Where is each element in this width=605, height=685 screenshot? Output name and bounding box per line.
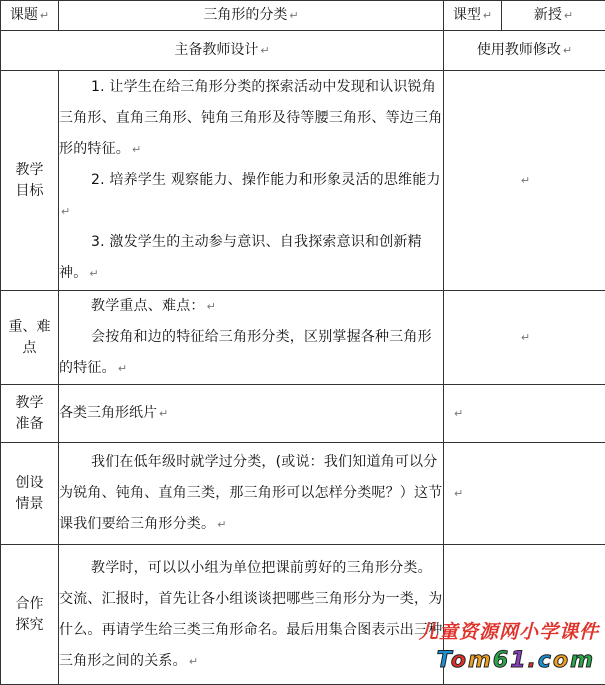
paragraph-mark: ↵ <box>454 487 463 500</box>
scenario-label-cell <box>1 443 59 545</box>
goals-label-line2: 目标 <box>1 181 58 202</box>
scenario-content-cell <box>59 443 444 545</box>
topic-label-cell <box>1 1 59 31</box>
paragraph-mark: ↵ <box>521 174 530 187</box>
keypoints-label-line2: 点 <box>1 338 58 359</box>
design-label-cell <box>1 31 444 71</box>
watermark-letter: 1 <box>510 648 527 673</box>
watermark-letter: 6 <box>493 648 510 673</box>
explore-label-line2: 探究 <box>1 615 58 636</box>
topic-value: 三角形的分类 <box>203 7 287 23</box>
scenario-text: 我们在低年级时就学过分类，(或说：我们知道角可以分为锐角、钝角、直角三类，那三角形可以怎样分类呢？）这节课我们要给三角形分类。 ↵ <box>59 447 443 540</box>
keypoints-modify-cell <box>444 291 605 385</box>
paragraph-mark: ↵ <box>521 331 530 344</box>
keypoints-label-line1: 重、难 <box>1 317 58 338</box>
type-label: 课型 <box>453 7 481 23</box>
paragraph-mark: ↵ <box>564 9 573 22</box>
row-goals <box>1 71 605 291</box>
type-value: 新授 <box>534 7 562 23</box>
prep-content-cell <box>59 385 444 443</box>
goals-label-cell <box>1 71 59 291</box>
row-scenario <box>1 443 605 545</box>
keypoints-label-cell <box>1 291 59 385</box>
watermark-letter: . <box>528 648 538 673</box>
scenario-label-line1: 创设 <box>1 473 58 494</box>
paragraph-mark: ↵ <box>260 44 269 57</box>
modify-label: 使用教师修改 <box>477 42 561 58</box>
prep-label-line1: 教学 <box>1 393 58 414</box>
topic-label: 课题 <box>10 7 38 23</box>
keypoints-content-cell <box>59 291 444 385</box>
goal-item: 1. 让学生在给三角形分类的探索活动中发现和认识锐角三角形、直角三角形、钝角三角形及待等腰三角形、等边三角形的特征。 ↵ <box>59 72 443 165</box>
design-label: 主备教师设计 <box>174 42 258 58</box>
goals-label-line1: 教学 <box>1 160 58 181</box>
goal-item: 3. 激发学生的主动参与意识、自我探索意识和创新精神。 ↵ <box>59 227 443 289</box>
watermark-letter: o <box>553 648 570 673</box>
explore-text: 教学时，可以以小组为单位把课前剪好的三角形分类。交流、汇报时，首先让各小组谈谈把哪些三角形分为一类，为什么。再请学生给三类三角形命名。最后用集合图表示出三种三角形之间的关系。 ↵ <box>59 553 443 677</box>
type-label-cell <box>444 1 502 31</box>
paragraph-mark: ↵ <box>289 9 298 22</box>
header-row-topic <box>1 1 605 31</box>
paragraph-mark: ↵ <box>40 9 49 22</box>
paragraph-mark: ↵ <box>454 407 463 420</box>
watermark-letter: c <box>538 648 553 673</box>
goals-modify-cell <box>444 71 605 291</box>
watermark-letter: m <box>468 648 493 673</box>
header-row-design <box>1 31 605 71</box>
paragraph-mark: ↵ <box>159 407 168 420</box>
explore-label-cell <box>1 545 59 685</box>
watermark-letter: T <box>437 648 451 673</box>
goal-item: 2. 培养学生 观察能力、操作能力和形象灵活的思维能力↵ <box>59 165 443 227</box>
row-key-points <box>1 291 605 385</box>
keypoint-item: 教学重点、难点： ↵ <box>59 291 443 322</box>
type-value-cell <box>502 1 605 31</box>
prep-label-cell <box>1 385 59 443</box>
explore-label-line1: 合作 <box>1 594 58 615</box>
watermark-line1: 儿童资源网小学课件 <box>419 617 599 644</box>
prep-label-line2: 准备 <box>1 414 58 435</box>
prep-modify-cell <box>444 385 605 443</box>
watermark-letter: m <box>570 648 595 673</box>
explore-modify-cell <box>444 545 605 685</box>
paragraph-mark: ↵ <box>563 44 572 57</box>
watermark-letter: o <box>451 648 468 673</box>
modify-label-cell <box>444 31 605 71</box>
keypoint-item: 会按角和边的特征给三角形分类，区别掌握各种三角形的特征。 ↵ <box>59 322 443 384</box>
row-preparation <box>1 385 605 443</box>
topic-value-cell <box>59 1 444 31</box>
scenario-modify-cell <box>444 443 605 545</box>
explore-content-cell <box>59 545 444 685</box>
paragraph-mark: ↵ <box>483 9 492 22</box>
scenario-label-line2: 情景 <box>1 494 58 515</box>
prep-text: 各类三角形纸片 <box>59 405 157 421</box>
row-explore <box>1 545 605 685</box>
goals-content-cell <box>59 71 444 291</box>
